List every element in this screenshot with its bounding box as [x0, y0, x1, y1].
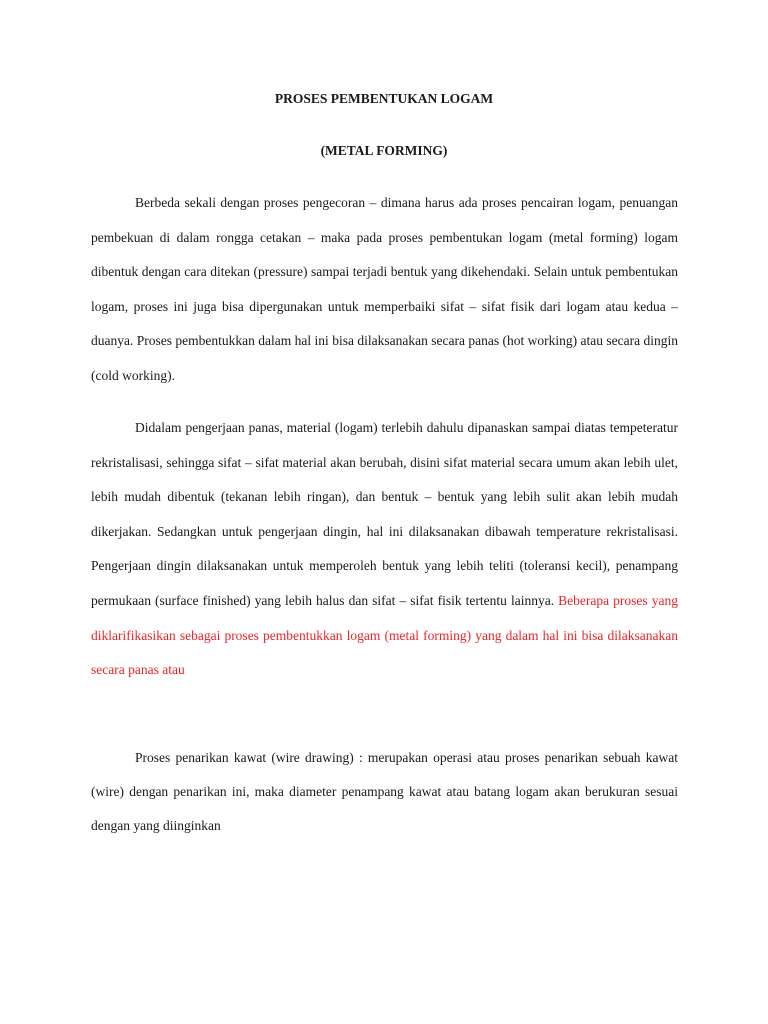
document-subtitle: (METAL FORMING) — [320, 143, 448, 158]
paragraph-wire-drawing — [91, 741, 678, 843]
paragraph-text: Proses penarikan kawat (wire drawing) : merupakan operasi atau proses penarikan sebuah kawat (wire) dengan penarikan ini, maka diameter penampang kawat atau batang logam akan berukuran sesuai dengan yang diinginkan — [91, 750, 678, 833]
paragraph-text: Berbeda sekali dengan proses pengecoran – dimana harus ada proses pencairan logam, penuangan pembekuan di dalam rongga cetakan – maka pada proses pembentukan logam (metal forming) logam dibentuk dengan cara ditekan (pressure) sampai terjadi bentuk yang dikehendaki. Selain untuk pembentukan logam, proses ini juga bisa dipergunakan untuk memperbaiki sifat – sifat fisik dari logam atau kedua – duanya. Proses pembentukkan dalam hal ini bisa dilaksanakan secara panas (hot working) atau secara dingin (cold working). — [91, 195, 678, 383]
paragraph-text: Didalam pengerjaan panas, material (logam) terlebih dahulu dipanaskan sampai diatas tempeteratur rekristalisasi, sehingga sifat – sifat material akan berubah, disini sifat material secara umum akan lebih ulet, lebih mudah dibentuk (tekanan lebih ringan), dan bentuk – bentuk yang lebih sulit akan lebih mudah dikerjakan. Sedangkan untuk pengerjaan dingin, hal ini dilaksanakan dibawah temperature rekristalisasi. Pengerjaan dingin dilaksanakan untuk memperoleh bentuk yang lebih teliti (toleransi kecil), penampang permukaan (surface finished) yang lebih halus dan sifat – sifat fisik tertentu lainnya. — [91, 420, 678, 608]
highlighted-text: Beberapa proses yang diklarifikasikan sebagai proses pembentukkan logam (metal forming) yang dalam hal ini bisa dilaksanakan secara panas atau — [91, 592, 678, 678]
document-title: PROSES PEMBENTUKAN LOGAM — [274, 91, 494, 106]
paragraph-hot-cold-working — [91, 411, 678, 688]
paragraph-metal-forming-intro — [91, 186, 678, 394]
